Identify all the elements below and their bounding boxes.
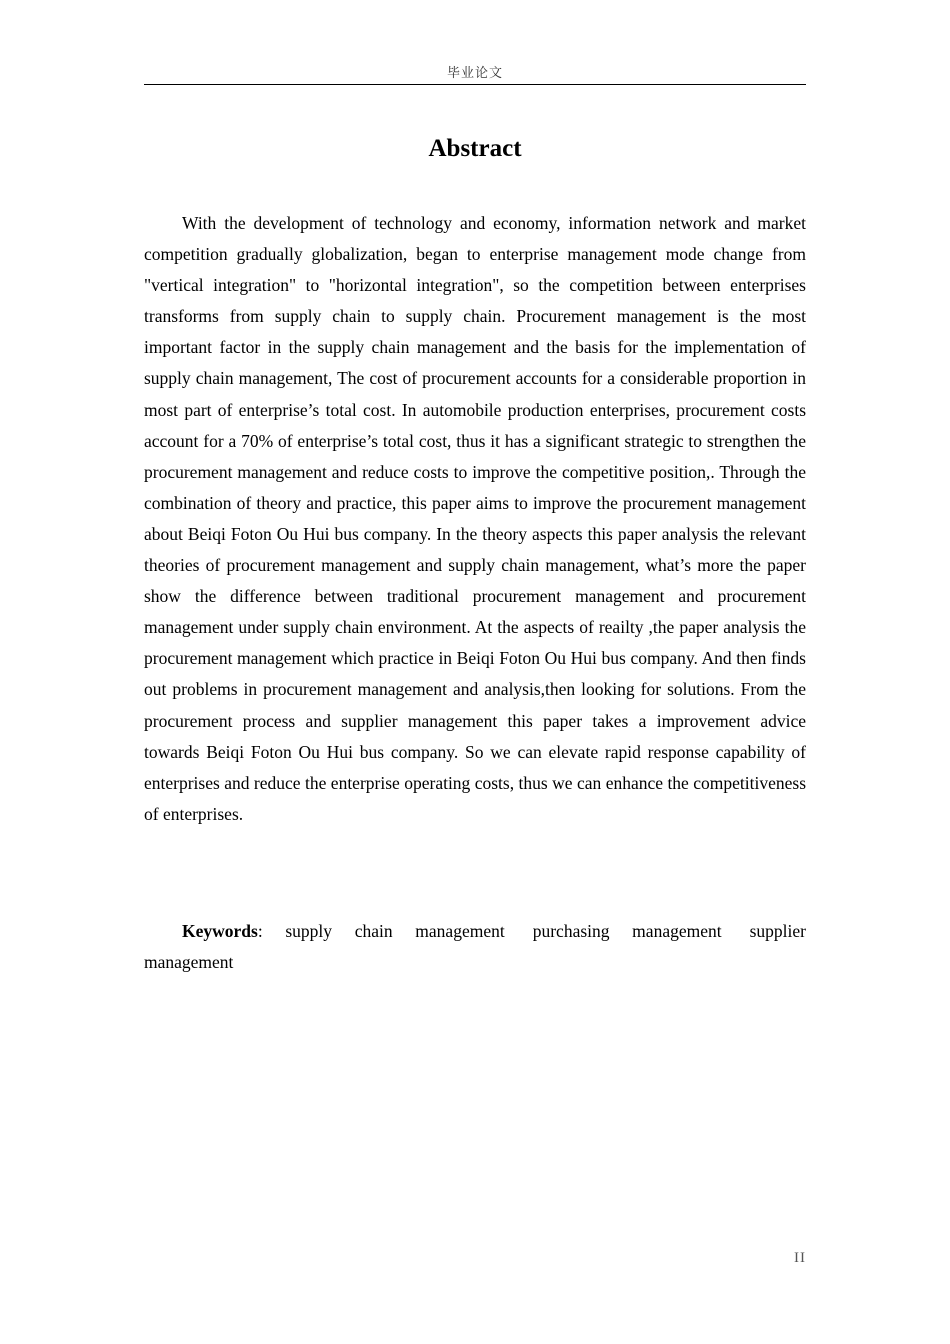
- keywords-paragraph: [144, 916, 806, 978]
- header-rule: [144, 84, 806, 85]
- abstract-title: Abstract: [428, 135, 522, 162]
- keyword-item: purchasing management: [532, 921, 722, 941]
- keyword-item: supplier management: [144, 921, 806, 973]
- keywords-separator: :: [257, 921, 286, 941]
- running-header: 毕业论文: [446, 66, 503, 81]
- keyword-item: supply chain management: [285, 921, 505, 941]
- page-number: II: [794, 1250, 806, 1266]
- abstract-body: With the development of technology and economy, information network and market competition gradually globalization, began to enterprise management mode change from "vertical integration" to "horizontal integration", so the competition between enterprises transforms from supply chain to supply chain. Procurement management is the most important factor in the supply chain management and the basis for the implementation of supply chain management, The cost of procurement accounts for a considerable proportion in most part of enterprise’s total cost. In automobile production enterprises, procurement costs account for a 70% of enterprise’s total cost, thus it has a significant strategic to strengthen the procurement management and reduce costs to improve the competitive position,. Through the combination of theory and practice, this paper aims to improve the procurement management about Beiqi Foton Ou Hui bus company. In the theory aspects this paper analysis the relevant theories of procurement management and supply chain management, what’s more the paper show the difference between traditional procurement management and procurement management under supply chain environment. At the aspects of reailty ,the paper analysis the procurement management which practice in Beiqi Foton Ou Hui bus company. And then finds out problems in procurement management and analysis,then looking for solutions. From the procurement process and supplier management this paper takes a improvement advice towards Beiqi Foton Ou Hui bus company. So we can elevate rapid response capability of enterprises and reduce the enterprise operating costs, thus we can enhance the competitiveness of enterprises.: [144, 213, 806, 824]
- keywords-label: Keywords: [182, 921, 258, 941]
